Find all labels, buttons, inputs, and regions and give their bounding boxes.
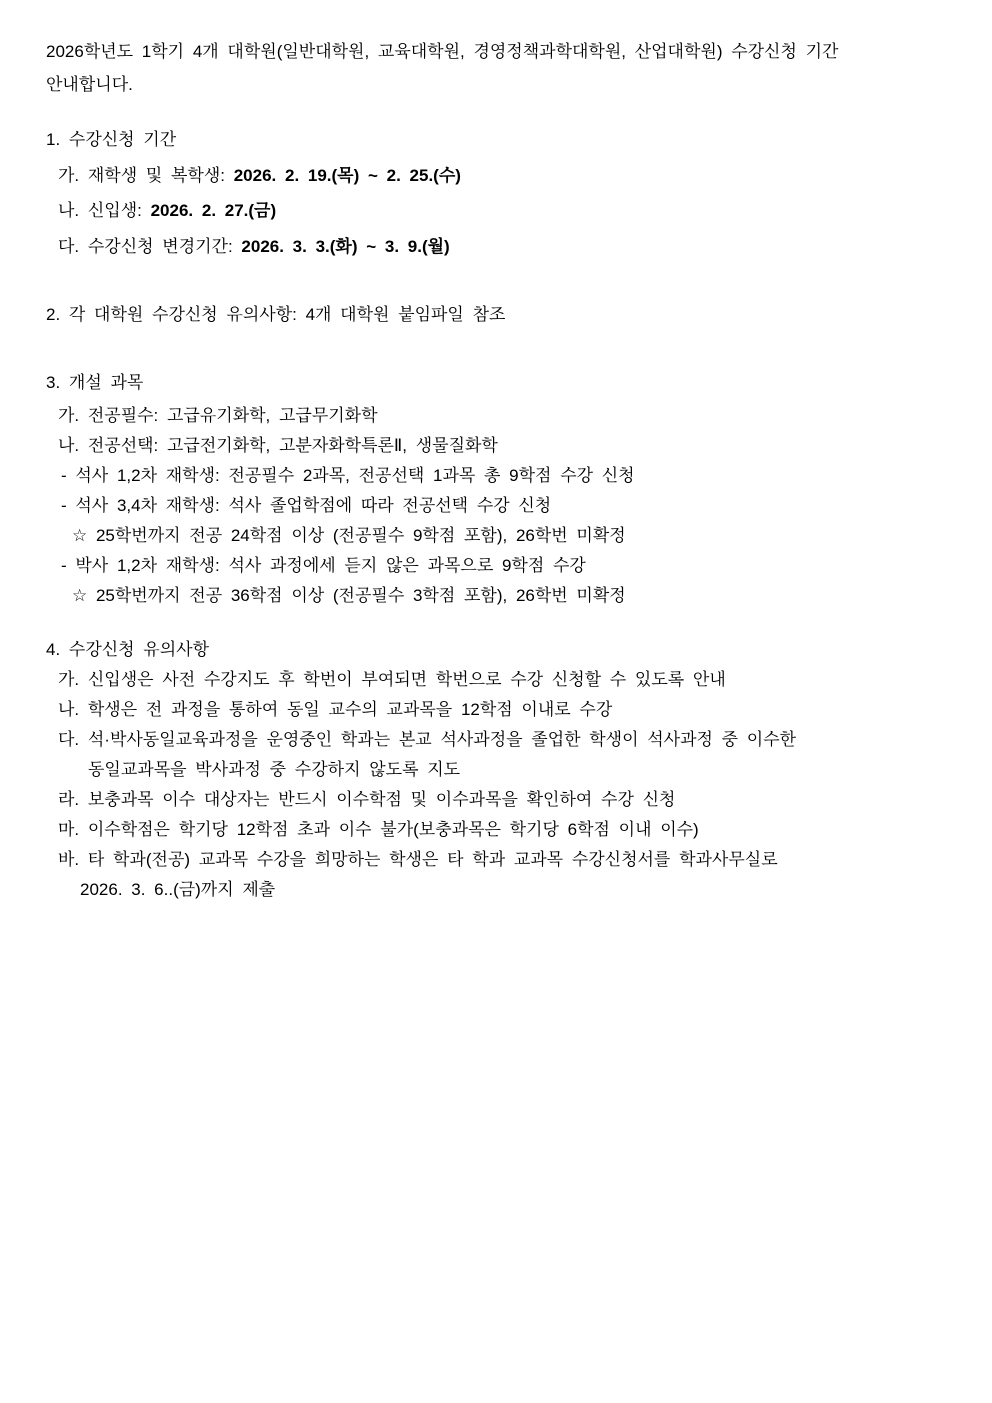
attachments-heading: 2. 각 대학원 수강신청 유의사항: 4개 대학원 붙임파일 참조 xyxy=(46,305,506,324)
courses-heading: 3. 개설 과목 xyxy=(46,373,144,392)
courses-doctoral-12-line: - 박사 1,2차 재학생: 석사 과정에세 듣지 않은 과목으로 9학점 수강 xyxy=(61,556,586,575)
cautions-heading: 4. 수강신청 유의사항 xyxy=(46,640,209,659)
caution-combined-program-1: 다. 석·박사동일교육과정을 운영중인 학과는 본교 석사과정을 졸업한 학생이 석사과정 중 이수한 xyxy=(58,730,797,749)
courses-masters-credit-note: ☆ 25학번까지 전공 24학점 이상 (전공필수 9학점 포함), 26학번 미확정 xyxy=(72,526,626,545)
caution-same-professor-limit: 나. 학생은 전 과정을 통하여 동일 교수의 교과목을 12학점 이내로 수강 xyxy=(58,700,613,719)
courses-required-line: 가. 전공필수: 고급유기화학, 고급무기화학 xyxy=(58,406,378,425)
courses-elective-line: 나. 전공선택: 고급전기화학, 고분자화학특론Ⅱ, 생물질화학 xyxy=(58,436,498,455)
period-item-dates: 2026. 2. 27.(금) xyxy=(150,201,277,220)
caution-new-students: 가. 신입생은 사전 수강지도 후 학번이 부여되면 학번으로 수강 신청할 수 있도록 안내 xyxy=(58,670,726,689)
period-item-current-students xyxy=(46,161,952,191)
courses-masters-34-line: - 석사 3,4차 재학생: 석사 졸업학점에 따라 전공선택 수강 신청 xyxy=(61,496,552,515)
caution-other-department-deadline: 2026. 3. 6..(금)까지 제출 xyxy=(80,880,276,899)
caution-supplementary-courses: 라. 보충과목 이수 대상자는 반드시 이수학점 및 이수과목을 확인하여 수강 신청 xyxy=(58,790,676,809)
period-item-label: 다. 수강신청 변경기간: xyxy=(58,237,242,256)
caution-credit-limit: 마. 이수학점은 학기당 12학점 초과 이수 불가(보충과목은 학기당 6학점 이내 이수) xyxy=(58,820,699,839)
intro-line-2: 안내합니다. xyxy=(46,75,133,94)
period-item-label: 가. 재학생 및 복학생: xyxy=(58,166,234,185)
caution-combined-program-2: 동일교과목을 박사과정 중 수강하지 않도록 지도 xyxy=(88,760,461,779)
period-item-change-period xyxy=(46,232,952,262)
period-item-dates: 2026. 2. 19.(목) ~ 2. 25.(수) xyxy=(233,166,461,185)
period-item-label: 나. 신입생: xyxy=(58,201,151,220)
courses-masters-12-line: - 석사 1,2차 재학생: 전공필수 2과목, 전공선택 1과목 총 9학점 수강 신청 xyxy=(61,466,635,485)
courses-doctoral-credit-note: ☆ 25학번까지 전공 36학점 이상 (전공필수 3학점 포함), 26학번 미확정 xyxy=(72,586,626,605)
intro-line-1: 2026학년도 1학기 4개 대학원(일반대학원, 교육대학원, 경영정책과학대학원, 산업대학원) 수강신청 기간 xyxy=(46,42,839,61)
period-item-new-students xyxy=(46,196,952,226)
caution-other-department-1: 바. 타 학과(전공) 교과목 수강을 희망하는 학생은 타 학과 교과목 수강신청서를 학과사무실로 xyxy=(58,850,778,869)
period-item-dates: 2026. 3. 3.(화) ~ 3. 9.(월) xyxy=(241,237,450,256)
registration-period-heading: 1. 수강신청 기간 xyxy=(46,130,177,149)
